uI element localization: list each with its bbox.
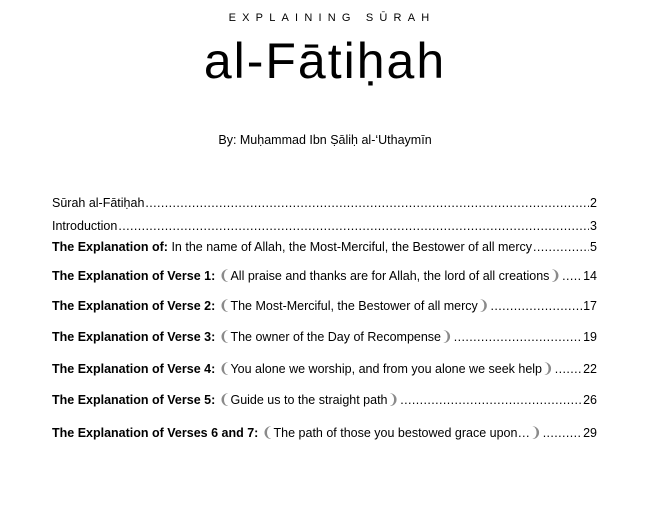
toc-page-number: 2 [590, 196, 597, 210]
toc-entry-heading: The Explanation of: [52, 240, 168, 254]
ornate-bracket-open-icon: ❨ [218, 267, 231, 283]
dot-leader [543, 426, 582, 440]
toc-entry-title: Introduction [52, 219, 118, 233]
toc-page-number: 22 [583, 362, 597, 376]
ornate-bracket-close-icon: ❩ [529, 424, 542, 440]
toc-entry[interactable] [52, 391, 597, 408]
dot-leader [533, 240, 589, 254]
dot-leader [400, 393, 582, 407]
toc-entry[interactable] [52, 267, 597, 284]
author-byline: By: Muḥammad Ibn Ṣāliḥ al-‘Uthaymīn [218, 133, 432, 147]
toc-entry-heading: The Explanation of Verse 3: [52, 330, 216, 344]
ornate-bracket-open-icon: ❨ [218, 328, 231, 344]
toc-entry[interactable] [52, 196, 597, 210]
toc-entry[interactable] [52, 328, 597, 345]
verse-text: The owner of the Day of Recompense [230, 330, 441, 344]
ornate-bracket-close-icon: ❩ [441, 328, 453, 344]
toc-page-number: 3 [590, 219, 597, 233]
verse-text: Guide us to the straight path [230, 393, 388, 407]
verse-text: The Most-Merciful, the Bestower of all mercy [230, 299, 478, 313]
toc-page-number: 5 [590, 240, 597, 254]
dot-leader [118, 219, 589, 233]
toc-entry-title [52, 360, 554, 377]
toc-entry-title [52, 391, 399, 408]
ornate-bracket-close-icon: ❩ [387, 391, 400, 407]
toc-entry[interactable] [52, 297, 597, 314]
dot-leader [562, 269, 582, 283]
toc-page-number: 29 [583, 426, 597, 440]
dot-leader [491, 299, 583, 313]
ornate-bracket-close-icon: ❩ [542, 360, 554, 376]
toc-entry-title: Sūrah al-Fātiḥah [52, 196, 145, 210]
ornate-bracket-close-icon: ❩ [549, 267, 562, 283]
toc-entry-heading: The Explanation of Verse 1: [52, 269, 216, 283]
book-title: al-Fātiḥah [203, 33, 447, 89]
toc-entry-title [52, 297, 490, 314]
toc-entry-heading: The Explanation of Verse 4: [52, 362, 216, 376]
ornate-bracket-open-icon: ❨ [261, 424, 274, 440]
toc-entry-heading: The Explanation of Verse 5: [52, 393, 216, 407]
toc-entry-title [52, 424, 542, 441]
toc-entry[interactable] [52, 219, 597, 233]
toc-entry-subtitle: In the name of Allah, the Most-Merciful, the Bestower of all mercy [167, 240, 533, 254]
ornate-bracket-open-icon: ❨ [218, 297, 231, 313]
dot-leader [454, 330, 582, 344]
toc-entry-heading: The Explanation of Verses 6 and 7: [52, 426, 259, 440]
toc-entry-title [52, 267, 561, 284]
ornate-bracket-close-icon: ❩ [477, 297, 490, 313]
ornate-bracket-open-icon: ❨ [218, 391, 231, 407]
verse-text: The path of those you bestowed grace upon… [273, 426, 530, 440]
toc-entry[interactable] [52, 424, 597, 441]
book-kicker: EXPLAINING SŪRAH [228, 12, 436, 24]
dot-leader [145, 196, 589, 210]
toc-page-number: 26 [583, 393, 597, 407]
toc-page-number: 19 [583, 330, 597, 344]
toc-entry[interactable] [52, 240, 597, 254]
toc-entry-title [52, 240, 532, 254]
verse-text: You alone we worship, and from you alone we seek help [230, 362, 543, 376]
verse-text: All praise and thanks are for Allah, the lord of all creations [230, 269, 550, 283]
toc-page-number: 14 [583, 269, 597, 283]
dot-leader [555, 362, 582, 376]
toc-page-number: 17 [583, 299, 597, 313]
toc-entry[interactable] [52, 360, 597, 377]
toc-entry-heading: The Explanation of Verse 2: [52, 299, 216, 313]
toc-entry-title [52, 328, 453, 345]
ornate-bracket-open-icon: ❨ [218, 360, 231, 376]
